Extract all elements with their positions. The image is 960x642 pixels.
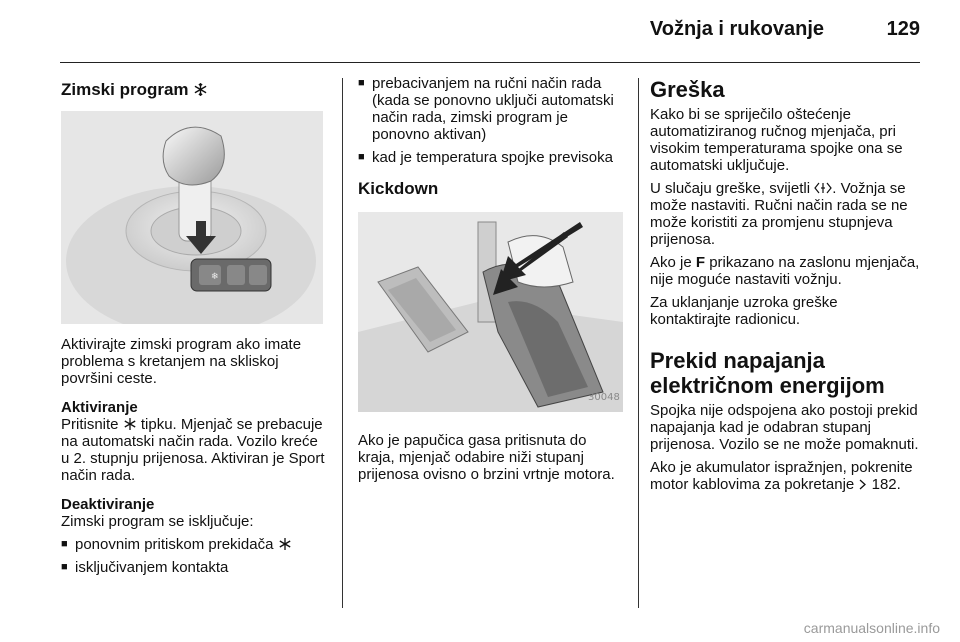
list-item: ■ prebacivanjem na ručni način rada (kada se ponovno uključi automatski način rada, zimski program je ponovno aktivan) [358,75,623,143]
page-header [60,0,920,63]
snowflake-icon [123,417,137,431]
heading-zimski-program: Zimski program [61,79,326,101]
column-divider [342,78,343,608]
subheading-aktiviranje: Aktiviranje [61,399,138,416]
list-item: ■ kad je temperatura spojke previsoka [358,149,623,166]
heading-kickdown: Kickdown [358,179,439,198]
column-2 [358,75,623,489]
pedal-illustration [358,212,623,412]
list-item: ■ ponovnim pritiskom prekidača [61,536,326,553]
heading-greska: Greška [650,77,725,102]
paragraph-greska-2: U slučaju greške, svijetli . Vožnja se može nastaviti. Ručni način rada se ne može koristiti za promjenu stupnjeva prijenosa. [650,180,908,248]
section-title: Vožnja i rukovanje [649,18,824,40]
paragraph-prekid-1: Spojka nije odspojena ako postoji prekid napajanja kad je odabran stupanj prijenosa. Vozilo se ne može pomaknuti. [650,402,919,453]
column-divider [638,78,639,608]
heading-prekid-napajanja: Prekid napajanja električnom energijom [650,348,885,398]
figure-number: 30048 [588,392,620,403]
paragraph-deactivation: Zimski program se isključuje: [61,513,254,530]
paragraph-prekid-2: Ako je akumulator ispražnjen, pokrenite motor kablovima za pokretanje 182. [650,459,913,493]
paragraph-greska-1: Kako bi se spriječilo oštećenje automatiziranog ručnog mjenjača, pri visokim temperaturama spojke ona se automatski uključuje. [650,106,903,174]
paragraph-intro: Aktivirajte zimski program ako imate problema s kretanjem na skliskoj površini ceste. [61,336,302,387]
page-number: 129 [886,18,920,40]
paragraph-kickdown: Ako je papučica gasa pritisnuta do kraja, mjenjač odabire niži stupanj prijenosa ovisno o brzini vrtnje motora. [358,432,615,483]
paragraph-greska-3: Ako je F prikazano na zaslonu mjenjača, nije moguće nastaviti vožnju. [650,254,920,288]
watermark: carmanualsonline.info [803,620,940,636]
page-reference-link[interactable]: 182. [871,476,901,493]
gearbox-warning-icon [814,182,832,194]
gear-lever-illustration [61,111,323,324]
snowflake-icon [278,537,292,551]
paragraph-greska-4: Za uklanjanje uzroka greške kontaktirajte radionicu. [650,294,838,328]
paragraph-activation: Pritisnite tipku. Mjenjač se prebacuje na automatski način rada. Vozilo kreće u 2. stupnju prijenosa. Aktiviran je Sport način rada. [61,416,325,484]
subheading-deaktiviranje: Deaktiviranje [61,496,155,513]
list-item: ■ isključivanjem kontakta [61,559,326,576]
snowflake-icon [193,82,208,97]
column-1 [61,75,326,582]
column-3 [650,75,922,499]
page-reference-icon [858,479,867,490]
svg-text:❄: ❄ [211,272,219,282]
